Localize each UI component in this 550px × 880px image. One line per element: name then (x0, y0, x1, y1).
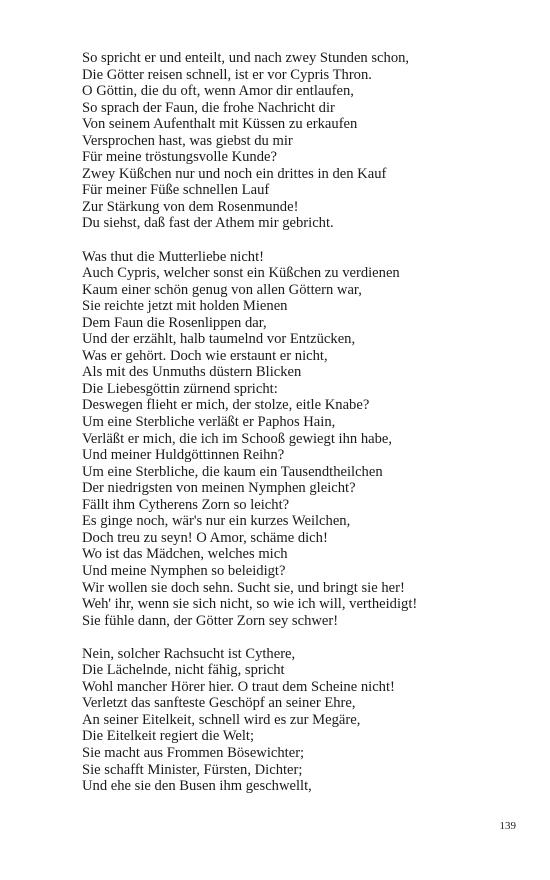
verse-line: Weh' ihr, wenn sie sich nicht, so wie ich will, vertheidigt! (82, 596, 418, 613)
verse-line: Wohl mancher Hörer hier. O traut dem Scheine nicht! (82, 678, 395, 695)
verse-line: Wir wollen sie doch sehn. Sucht sie, und bringt sie her! (82, 579, 405, 596)
verse-line: Sie macht aus Frommen Bösewichter; (82, 744, 305, 761)
verse-line: Doch treu zu seyn! O Amor, schäme dich! (82, 529, 328, 546)
verse-line: Was thut die Mutterliebe nicht! (82, 248, 265, 265)
page-number: 139 (499, 820, 516, 832)
verse-line: Du siehst, daß fast der Athem mir gebricht. (82, 215, 334, 232)
verse-line: Dem Faun die Rosenlippen dar, (82, 314, 267, 331)
verse-line: An seiner Eitelkeit, schnell wird es zur Megäre, (82, 711, 361, 728)
verse-line: Nein, solcher Rachsucht ist Cythere, (82, 645, 296, 662)
verse-line: O Göttin, die du oft, wenn Amor dir entlaufen, (82, 83, 354, 100)
poem-text (82, 50, 522, 795)
stanza (82, 646, 522, 795)
stanza (82, 50, 522, 232)
verse-line: Die Götter reisen schnell, ist er vor Cypris Thron. (82, 66, 372, 83)
verse-line: Die Eitelkeit regiert die Welt; (82, 728, 254, 745)
verse-line: Es ginge noch, wär's nur ein kurzes Weilchen, (82, 513, 351, 530)
verse-line: Kaum einer schön genug von allen Göttern war, (82, 281, 362, 298)
verse-line: Verletzt das sanfteste Geschöpf an seiner Ehre, (82, 695, 356, 712)
verse-line: Zur Stärkung von dem Rosenmunde! (82, 198, 299, 215)
verse-line: Als mit des Unmuths düstern Blicken (82, 364, 302, 381)
verse-line: Von seinem Aufenthalt mit Küssen zu erkaufen (82, 116, 358, 133)
verse-line: Für meine tröstungsvolle Kunde? (82, 149, 277, 166)
verse-line: Und der erzählt, halb taumelnd vor Entzücken, (82, 331, 356, 348)
verse-line: Um eine Sterbliche, die kaum ein Tausendtheilchen (82, 463, 383, 480)
verse-line: Und meiner Huldgöttinnen Reihn? (82, 447, 285, 464)
verse-line: Verläßt er mich, die ich im Schooß gewiegt ihn habe, (82, 430, 393, 447)
verse-line: So spricht er und enteilt, und nach zwey Stunden schon, (82, 50, 410, 66)
verse-line: So sprach der Faun, die frohe Nachricht dir (82, 99, 335, 116)
stanza (82, 249, 522, 630)
verse-line: Sie fühle dann, der Götter Zorn sey schwer! (82, 612, 339, 629)
verse-line: Versprochen hast, was giebst du mir (82, 132, 293, 149)
verse-line: Zwey Küßchen nur und noch ein drittes in den Kauf (82, 165, 387, 182)
verse-line: Um eine Sterbliche verläßt er Paphos Hain, (82, 414, 336, 431)
verse-line: Sie schafft Minister, Fürsten, Dichter; (82, 761, 303, 778)
verse-line: Wo ist das Mädchen, welches mich (82, 546, 288, 563)
verse-line: Die Lächelnde, nicht fähig, spricht (82, 662, 285, 679)
verse-line: Fällt ihm Cytherens Zorn so leicht? (82, 496, 290, 513)
verse-line: Und meine Nymphen so beleidigt? (82, 562, 286, 579)
verse-line: Die Liebesgöttin zürnend spricht: (82, 380, 278, 397)
verse-line: Sie reichte jetzt mit holden Mienen (82, 298, 288, 315)
verse-line: Der niedrigsten von meinen Nymphen gleicht? (82, 480, 356, 497)
verse-line: Und ehe sie den Busen ihm geschwellt, (82, 778, 312, 795)
verse-line: Was er gehört. Doch wie erstaunt er nicht, (82, 347, 328, 364)
verse-line: Deswegen flieht er mich, der stolze, eitle Knabe? (82, 397, 370, 414)
verse-line: Für meiner Füße schnellen Lauf (82, 182, 270, 199)
verse-line: Auch Cypris, welcher sonst ein Küßchen zu verdienen (82, 265, 400, 282)
